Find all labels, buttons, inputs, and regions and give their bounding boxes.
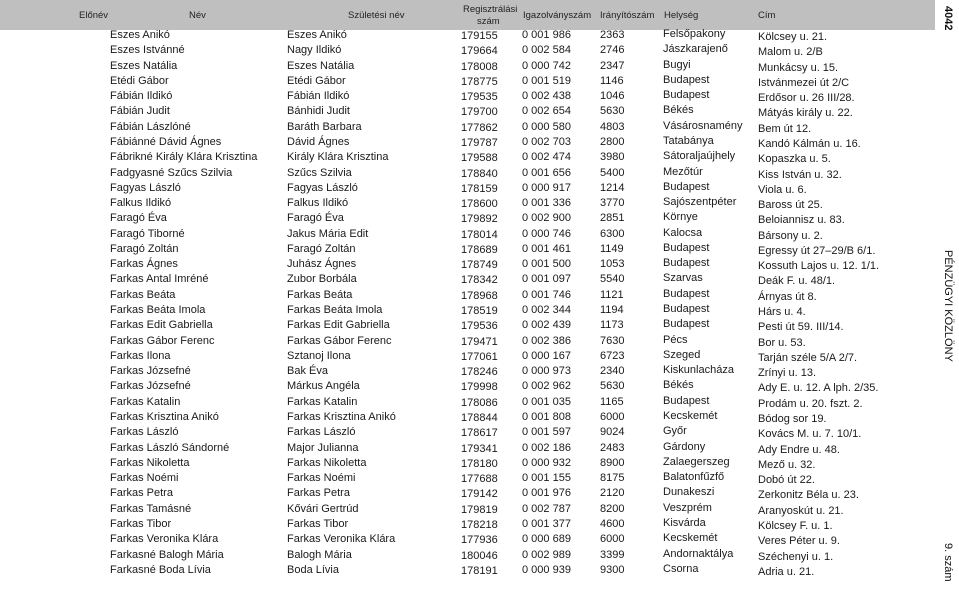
header-birth-name: Születési név [348, 10, 405, 21]
cell-name: Farkas Antal Imréné [110, 273, 209, 286]
table-header [0, 0, 935, 30]
cell-postcode: 3770 [600, 197, 625, 210]
cell-registration-number: 178159 [461, 182, 498, 195]
cell-address: Bársony u. 2. [758, 229, 823, 242]
cell-address: Egressy út 27–29/B 6/1. [758, 244, 876, 257]
cell-city: Budapest [663, 394, 710, 407]
cell-postcode: 8900 [600, 456, 625, 469]
cell-postcode: 9300 [600, 563, 625, 576]
cell-address: Széchenyi u. 1. [758, 550, 834, 563]
cell-birth-name: Kővári Gertrúd [287, 502, 359, 515]
page-number: 4042 [942, 6, 954, 31]
cell-name: Farkas Tibor [110, 517, 172, 530]
cell-address: Kopaszka u. 5. [758, 153, 831, 166]
cell-city: Békés [663, 104, 694, 117]
cell-postcode: 1165 [600, 395, 624, 408]
cell-city: Budapest [663, 73, 710, 86]
cell-registration-number: 178519 [461, 305, 498, 318]
cell-city: Budapest [663, 287, 710, 300]
cell-address: Hárs u. 4. [758, 306, 806, 319]
cell-address: Prodám u. 20. fszt. 2. [758, 397, 863, 410]
cell-birth-name: Farkas Beáta [287, 288, 353, 301]
issue-number: 9. szám [942, 543, 954, 582]
cell-birth-name: Szűcs Szilvia [287, 166, 352, 179]
cell-registration-number: 179892 [461, 213, 498, 226]
cell-city: Kecskemét [663, 532, 718, 545]
cell-id-number: 0 001 976 [522, 487, 571, 500]
cell-city: Budapest [663, 180, 710, 193]
cell-address: Kölcsey F. u. 1. [758, 519, 833, 532]
cell-postcode: 5540 [600, 273, 625, 286]
cell-id-number: 0 000 939 [522, 563, 571, 576]
cell-id-number: 0 002 787 [522, 502, 571, 515]
cell-registration-number: 179700 [461, 106, 498, 119]
cell-postcode: 4600 [600, 517, 625, 530]
cell-name: Farkas Tamásné [110, 502, 192, 515]
cell-postcode: 7630 [600, 334, 625, 347]
cell-postcode: 6723 [600, 349, 625, 362]
cell-address: Malom u. 2/B [758, 46, 823, 59]
cell-birth-name: Balogh Mária [287, 548, 352, 561]
cell-registration-number: 178749 [461, 259, 498, 272]
cell-name: Farkasné Balogh Mária [110, 548, 224, 561]
header-city: Helység [664, 10, 699, 21]
cell-city: Budapest [663, 241, 710, 254]
cell-postcode: 8175 [600, 472, 625, 485]
cell-postcode: 1146 [600, 74, 624, 87]
cell-birth-name: Fagyas László [287, 181, 358, 194]
cell-registration-number: 177688 [461, 473, 498, 486]
cell-address: Árnyas út 8. [758, 290, 817, 303]
cell-postcode: 2347 [600, 59, 625, 72]
cell-registration-number: 178689 [461, 243, 498, 256]
cell-name: Farkas Ilona [110, 349, 171, 362]
cell-birth-name: Bánhidi Judit [287, 105, 350, 118]
cell-id-number: 0 000 932 [522, 456, 571, 469]
cell-address: Kovács M. u. 7. 10/1. [758, 428, 862, 441]
cell-registration-number: 177936 [461, 534, 498, 547]
cell-city: Környe [663, 211, 698, 224]
cell-postcode: 2363 [600, 29, 625, 41]
cell-registration-number: 179819 [461, 503, 498, 516]
cell-postcode: 1173 [600, 319, 624, 332]
cell-city: Gárdony [663, 440, 706, 453]
cell-postcode: 6000 [600, 411, 625, 423]
cell-name: Etédi Gábor [110, 74, 169, 87]
cell-postcode: 1149 [600, 242, 624, 255]
cell-name: Farkas Józsefné [110, 365, 191, 378]
cell-birth-name: Farkas Krisztina Anikó [287, 411, 396, 423]
cell-address: Beloiannisz u. 83. [758, 214, 845, 227]
cell-name: Farkas Beáta Imola [110, 304, 206, 317]
cell-address: Adria u. 21. [758, 565, 815, 578]
cell-birth-name: Faragó Zoltán [287, 242, 356, 255]
cell-name: Farkas Józsefné [110, 380, 191, 393]
cell-id-number: 0 002 654 [522, 105, 571, 118]
cell-id-number: 0 001 377 [522, 517, 571, 530]
cell-birth-name: Major Julianna [287, 441, 359, 454]
cell-city: Budapest [663, 257, 710, 270]
cell-postcode: 2120 [600, 487, 625, 500]
cell-postcode: 4803 [600, 120, 625, 133]
cell-id-number: 0 000 742 [522, 59, 571, 72]
cell-postcode: 2800 [600, 135, 625, 148]
cell-address: Kossuth Lajos u. 12. 1/1. [758, 260, 880, 273]
cell-registration-number: 179664 [461, 45, 498, 58]
cell-birth-name: Farkas Petra [287, 487, 350, 500]
cell-postcode: 5630 [600, 105, 625, 118]
cell-registration-number: 178086 [461, 396, 498, 409]
cell-address: Ady Endre u. 48. [758, 443, 840, 456]
cell-name: Farkas Gábor Ferenc [110, 334, 215, 347]
cell-birth-name: Sztanoj Ilona [287, 349, 351, 362]
cell-city: Zalaegerszeg [663, 455, 730, 468]
cell-postcode: 5400 [600, 166, 625, 179]
cell-name: Fábián Ildikó [110, 90, 173, 103]
cell-name: Farkas Krisztina Anikó [110, 411, 219, 423]
cell-registration-number: 179471 [461, 335, 498, 348]
cell-city: Kecskemét [663, 410, 718, 422]
cell-postcode: 6300 [600, 227, 625, 240]
cell-id-number: 0 001 597 [522, 426, 571, 439]
header-registration-2: szám [477, 16, 500, 27]
cell-address: Bódog sor 19. [758, 413, 827, 425]
cell-name: Farkas Katalin [110, 395, 181, 408]
cell-city: Budapest [663, 318, 710, 331]
cell-address: Veres Péter u. 9. [758, 535, 840, 548]
cell-id-number: 0 000 746 [522, 227, 571, 240]
cell-birth-name: Farkas Nikoletta [287, 456, 367, 469]
cell-birth-name: Farkas Beáta Imola [287, 304, 383, 317]
cell-city: Szeged [663, 348, 701, 361]
header-address: Cím [758, 10, 776, 21]
cell-birth-name: Boda Lívia [287, 563, 339, 576]
cell-city: Budapest [663, 303, 710, 316]
cell-name: Farkas Veronika Klára [110, 533, 219, 546]
cell-registration-number: 178968 [461, 289, 498, 302]
cell-id-number: 0 000 917 [522, 181, 571, 194]
cell-city: Csorna [663, 562, 699, 575]
cell-postcode: 3980 [600, 151, 625, 164]
cell-id-number: 0 000 689 [522, 533, 571, 546]
cell-address: Istvánmezei út 2/C [758, 76, 850, 89]
cell-birth-name: Zubor Borbála [287, 273, 357, 286]
cell-city: Sajószentpéter [663, 196, 737, 209]
cell-id-number: 0 001 656 [522, 166, 571, 179]
cell-name: Eszes Istvánné [110, 44, 185, 57]
cell-city: Balatonfűzfő [663, 471, 725, 484]
cell-address: Mező u. 32. [758, 458, 816, 471]
cell-name: Farkas László [110, 426, 179, 439]
cell-address: Zerkonitz Béla u. 23. [758, 489, 859, 502]
cell-city: Pécs [663, 333, 688, 346]
cell-name: Faragó Tiborné [110, 227, 185, 240]
cell-name: Falkus Ildikó [110, 197, 172, 210]
cell-city: Bugyi [663, 58, 691, 71]
cell-birth-name: Dávid Ágnes [287, 135, 350, 148]
cell-birth-name: Farkas Noémi [287, 472, 356, 485]
cell-name: Fábián Judit [110, 105, 170, 118]
cell-name: Fábrikné Király Klára Krisztina [110, 151, 258, 164]
cell-id-number: 0 001 035 [522, 395, 571, 408]
cell-registration-number: 178844 [461, 412, 498, 424]
cell-address: Kiss István u. 32. [758, 168, 842, 181]
cell-id-number: 0 001 746 [522, 288, 571, 301]
cell-registration-number: 178617 [461, 427, 498, 440]
publication-name: PÉNZÜGYI KÖZLÖNY [942, 250, 954, 362]
cell-birth-name: Juhász Ágnes [287, 258, 357, 271]
cell-id-number: 0 002 344 [522, 304, 571, 317]
cell-name: Fábiánné Dávid Ágnes [110, 135, 222, 148]
cell-id-number: 0 002 386 [522, 334, 571, 347]
cell-registration-number: 178180 [461, 457, 498, 470]
cell-birth-name: Farkas Katalin [287, 395, 358, 408]
cell-birth-name: Baráth Barbara [287, 120, 362, 133]
cell-address: Dobó út 22. [758, 474, 815, 487]
cell-birth-name: Király Klára Krisztina [287, 151, 389, 164]
cell-address: Mátyás király u. 22. [758, 107, 853, 120]
cell-name: Farkas Edit Gabriella [110, 319, 213, 332]
cell-postcode: 1046 [600, 90, 625, 103]
cell-name: Fábián Lászlóné [110, 120, 191, 133]
cell-address: Bem út 12. [758, 122, 812, 135]
cell-city: Sátoraljaújhely [663, 150, 736, 163]
cell-address: Aranyoskút u. 21. [758, 504, 844, 517]
cell-city: Győr [663, 425, 687, 438]
cell-registration-number: 178008 [461, 60, 498, 73]
cell-id-number: 0 000 580 [522, 120, 571, 133]
cell-city: Kalocsa [663, 226, 703, 239]
cell-address: Deák F. u. 48/1. [758, 275, 836, 288]
cell-id-number: 0 001 500 [522, 258, 571, 271]
cell-registration-number: 178014 [461, 228, 498, 241]
cell-registration-number: 179787 [461, 136, 498, 149]
cell-name: Farkas Nikoletta [110, 456, 190, 469]
cell-name: Farkas László Sándorné [110, 441, 230, 454]
cell-birth-name: Farkas László [287, 426, 356, 439]
cell-birth-name: Faragó Éva [287, 212, 344, 225]
cell-name: Faragó Zoltán [110, 242, 179, 255]
cell-postcode: 1214 [600, 181, 625, 194]
cell-registration-number: 178600 [461, 198, 498, 211]
cell-city: Kisvárda [663, 516, 706, 529]
cell-registration-number: 178840 [461, 167, 498, 180]
cell-birth-name: Nagy Ildikó [287, 44, 342, 57]
cell-name: Farkas Ágnes [110, 258, 178, 271]
cell-registration-number: 178775 [461, 75, 498, 88]
cell-id-number: 0 001 336 [522, 197, 571, 210]
cell-birth-name: Eszes Anikó [287, 29, 347, 41]
cell-address: Tarján széle 5/A 2/7. [758, 351, 858, 364]
cell-registration-number: 179998 [461, 381, 498, 394]
cell-registration-number: 179142 [461, 488, 498, 501]
cell-birth-name: Farkas Veronika Klára [287, 533, 396, 546]
header-postcode: Irányítószám [600, 10, 655, 21]
cell-name: Eszes Natália [110, 59, 178, 72]
cell-birth-name: Falkus Ildikó [287, 197, 349, 210]
cell-address: Baross út 25. [758, 199, 823, 212]
cell-city: Felsőpakony [663, 28, 726, 40]
cell-birth-name: Etédi Gábor [287, 74, 346, 87]
cell-registration-number: 178342 [461, 274, 498, 287]
cell-address: Pesti út 59. III/14. [758, 321, 844, 334]
cell-name: Farkasné Boda Lívia [110, 563, 211, 576]
cell-address: Kandó Kálmán u. 16. [758, 137, 861, 150]
cell-registration-number: 179536 [461, 320, 498, 333]
header-id-number: Igazolványszám [523, 10, 592, 21]
cell-city: Tatabánya [663, 134, 714, 147]
cell-registration-number: 179535 [461, 91, 498, 104]
cell-birth-name: Farkas Edit Gabriella [287, 319, 390, 332]
cell-address: Zrínyi u. 13. [758, 367, 817, 380]
cell-city: Veszprém [663, 501, 712, 514]
left-margin [0, 30, 8, 597]
cell-id-number: 0 001 986 [522, 29, 571, 41]
cell-birth-name: Jakus Mária Edit [287, 227, 369, 240]
cell-registration-number: 178246 [461, 366, 498, 379]
cell-birth-name: Farkas Gábor Ferenc [287, 334, 392, 347]
cell-registration-number: 180046 [461, 549, 498, 562]
cell-birth-name: Farkas Tibor [287, 517, 349, 530]
cell-postcode: 6000 [600, 533, 625, 546]
cell-address: Viola u. 6. [758, 183, 807, 196]
cell-registration-number: 179155 [461, 30, 498, 42]
cell-postcode: 1194 [600, 304, 624, 317]
cell-postcode: 1053 [600, 258, 625, 271]
cell-id-number: 0 002 962 [522, 380, 571, 393]
cell-address: Erdősor u. 26 III/28. [758, 92, 855, 105]
header-name: Név [189, 10, 206, 21]
cell-name: Farkas Beáta [110, 288, 176, 301]
cell-name: Fadgyasné Szűcs Szilvia [110, 166, 233, 179]
cell-postcode: 8200 [600, 502, 625, 515]
cell-address: Ady E. u. 12. A lph. 2/35. [758, 382, 879, 395]
cell-id-number: 0 002 186 [522, 441, 571, 454]
header-prefix: Előnév [79, 10, 109, 21]
cell-postcode: 9024 [600, 426, 625, 439]
cell-city: Kiskunlacháza [663, 364, 734, 377]
cell-address: Munkácsy u. 15. [758, 61, 839, 74]
cell-registration-number: 177862 [461, 121, 498, 134]
cell-id-number: 0 002 474 [522, 151, 571, 164]
cell-id-number: 0 001 808 [522, 411, 571, 423]
cell-city: Vásárosnamény [663, 119, 743, 132]
cell-birth-name: Eszes Natália [287, 59, 355, 72]
cell-name: Farkas Noémi [110, 472, 179, 485]
cell-id-number: 0 000 973 [522, 365, 571, 378]
cell-id-number: 0 002 584 [522, 44, 571, 57]
cell-id-number: 0 000 167 [522, 349, 571, 362]
cell-id-number: 0 002 438 [522, 90, 571, 103]
cell-postcode: 3399 [600, 548, 625, 561]
cell-name: Eszes Anikó [110, 29, 170, 41]
cell-city: Budapest [663, 89, 710, 102]
cell-registration-number: 179341 [461, 442, 498, 455]
header-registration-1: Regisztrálási [463, 4, 518, 15]
cell-postcode: 2746 [600, 44, 625, 57]
cell-id-number: 0 002 439 [522, 319, 571, 332]
cell-birth-name: Bak Éva [287, 365, 328, 378]
cell-name: Faragó Éva [110, 212, 167, 225]
cell-id-number: 0 002 989 [522, 548, 571, 561]
cell-postcode: 5630 [600, 380, 625, 393]
cell-id-number: 0 001 461 [522, 242, 571, 255]
cell-city: Dunakeszi [663, 486, 715, 499]
cell-registration-number: 178191 [461, 564, 498, 577]
cell-registration-number: 178218 [461, 518, 498, 531]
cell-name: Fagyas László [110, 181, 181, 194]
cell-city: Békés [663, 379, 694, 392]
cell-id-number: 0 001 155 [522, 472, 571, 485]
cell-id-number: 0 002 900 [522, 212, 571, 225]
cell-postcode: 2340 [600, 365, 625, 378]
cell-postcode: 2851 [600, 212, 625, 225]
cell-address: Bor u. 53. [758, 336, 806, 349]
cell-name: Farkas Petra [110, 487, 173, 500]
cell-city: Jászkarajenő [663, 43, 728, 56]
cell-registration-number: 179588 [461, 152, 498, 165]
cell-birth-name: Fábián Ildikó [287, 90, 350, 103]
cell-id-number: 0 001 519 [522, 74, 571, 87]
cell-postcode: 2483 [600, 441, 625, 454]
cell-registration-number: 177061 [461, 350, 498, 363]
cell-birth-name: Márkus Angéla [287, 380, 360, 393]
cell-city: Szarvas [663, 272, 703, 285]
cell-city: Andornaktálya [663, 547, 734, 560]
cell-city: Mezőtúr [663, 165, 703, 178]
cell-address: Kölcsey u. 21. [758, 31, 828, 43]
cell-postcode: 1121 [600, 288, 624, 301]
cell-id-number: 0 002 703 [522, 135, 571, 148]
cell-id-number: 0 001 097 [522, 273, 571, 286]
